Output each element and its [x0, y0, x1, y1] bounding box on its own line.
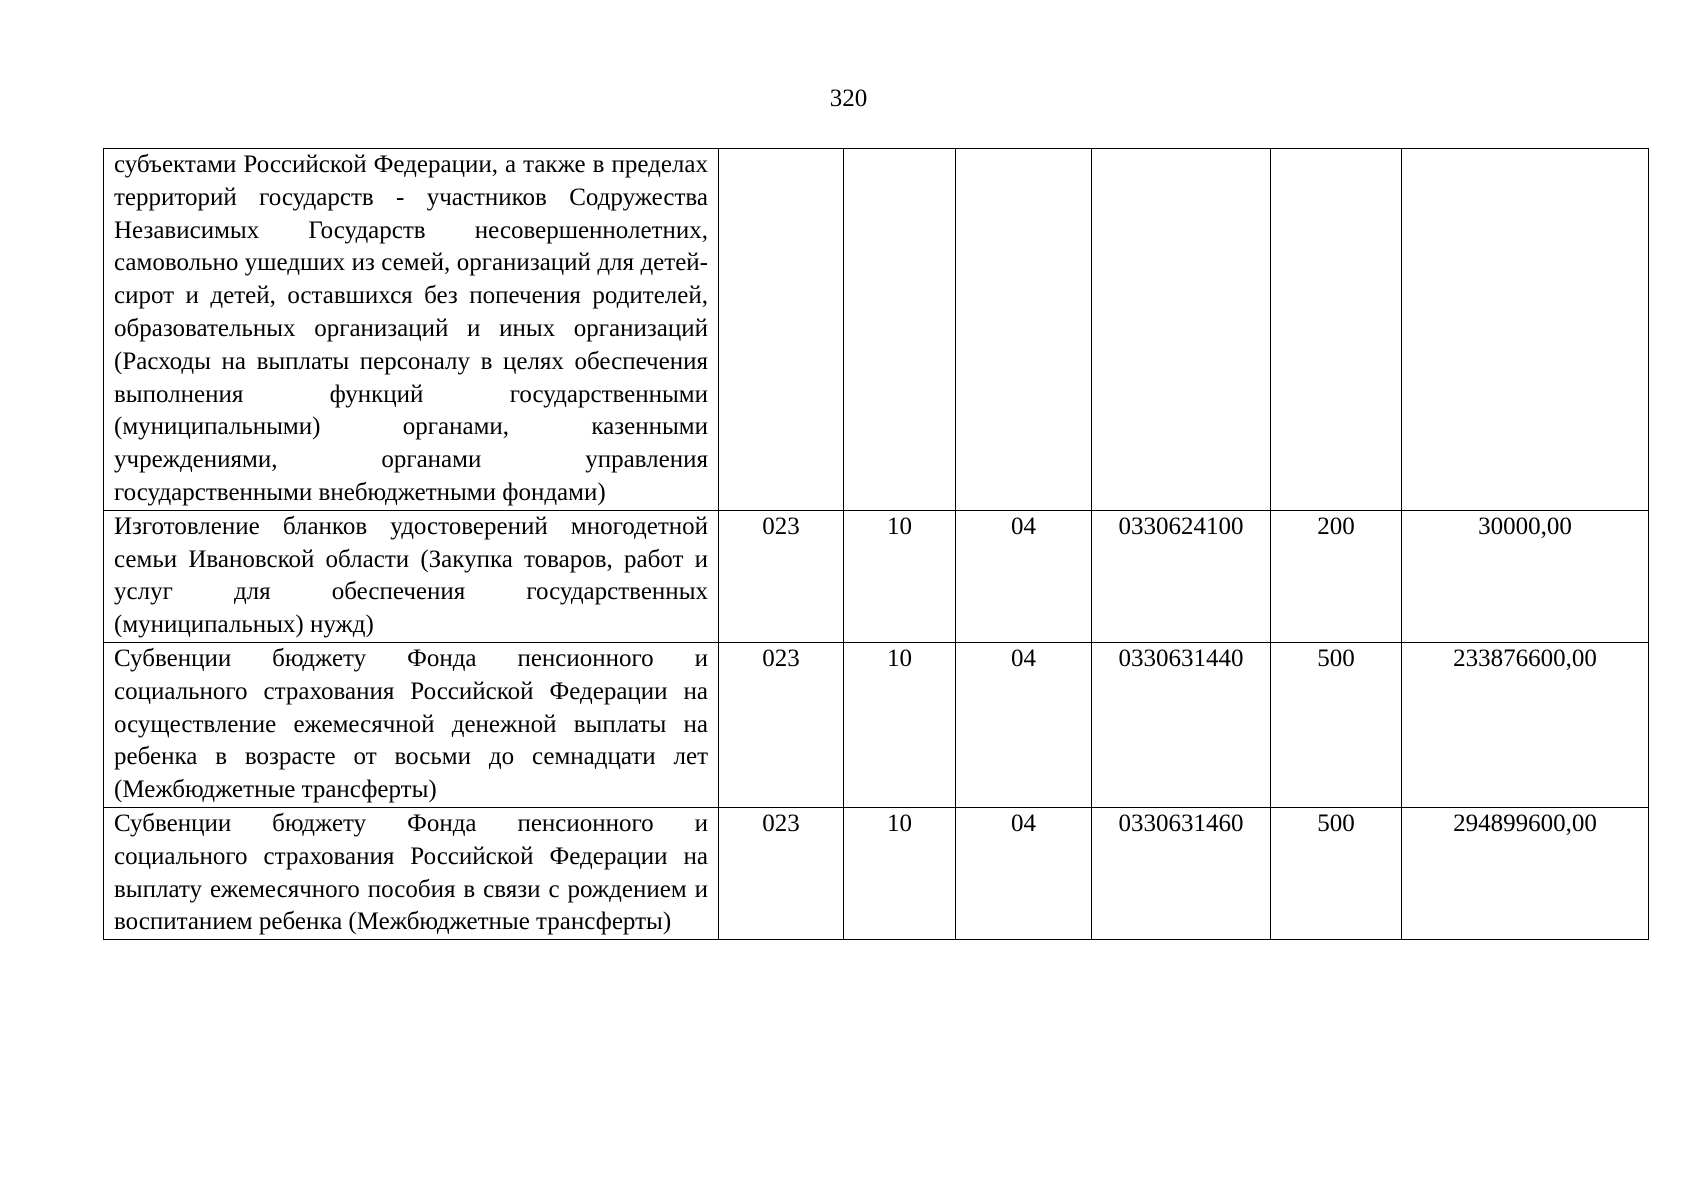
page-number: 320 [829, 85, 868, 112]
section-code [844, 149, 956, 511]
target-item-code: 0330631460 [1092, 807, 1271, 939]
ministry-code: 023 [719, 642, 844, 807]
table-row [104, 807, 1649, 939]
subsection-code: 04 [956, 510, 1092, 642]
subsection-code: 04 [956, 642, 1092, 807]
expense-description: Изготовление бланков удостоверений многодетной семьи Ивановской области (Закупка товаров, работ и услуг для обеспечения государственных (муниципальных) нужд) [104, 510, 719, 642]
expense-description: субъектами Российской Федерации, а также в пределах территорий государств - участников Содружества Независимых Государств несовершеннолетних, самовольно ушедших из семей, организаций для детей-сирот и детей, оставшихся без попечения родителей, образовательных организаций и иных организаций (Расходы на выплаты персоналу в целях обеспечения выполнения функций государственными (муниципальными) органами, казенными учреждениями, органами управления государственными внебюджетными фондами) [104, 149, 719, 511]
expense-kind-code [1271, 149, 1402, 511]
budget-table [103, 148, 1649, 940]
ministry-code: 023 [719, 510, 844, 642]
amount [1402, 149, 1649, 511]
expense-kind-code: 500 [1271, 807, 1402, 939]
expense-description: Субвенции бюджету Фонда пенсионного и социального страхования Российской Федерации на выплату ежемесячного пособия в связи с рождением и воспитанием ребенка (Межбюджетные трансферты) [104, 807, 719, 939]
subsection-code: 04 [956, 807, 1092, 939]
expense-kind-code: 200 [1271, 510, 1402, 642]
section-code: 10 [844, 510, 956, 642]
ministry-code [719, 149, 844, 511]
target-item-code [1092, 149, 1271, 511]
table-row [104, 510, 1649, 642]
table-row [104, 149, 1649, 511]
section-code: 10 [844, 642, 956, 807]
section-code: 10 [844, 807, 956, 939]
table-row [104, 642, 1649, 807]
amount: 233876600,00 [1402, 642, 1649, 807]
amount: 30000,00 [1402, 510, 1649, 642]
ministry-code: 023 [719, 807, 844, 939]
expense-kind-code: 500 [1271, 642, 1402, 807]
amount: 294899600,00 [1402, 807, 1649, 939]
target-item-code: 0330631440 [1092, 642, 1271, 807]
expense-description: Субвенции бюджету Фонда пенсионного и социального страхования Российской Федерации на осуществление ежемесячной денежной выплаты на ребенка в возрасте от восьми до семнадцати лет (Межбюджетные трансферты) [104, 642, 719, 807]
subsection-code [956, 149, 1092, 511]
target-item-code: 0330624100 [1092, 510, 1271, 642]
